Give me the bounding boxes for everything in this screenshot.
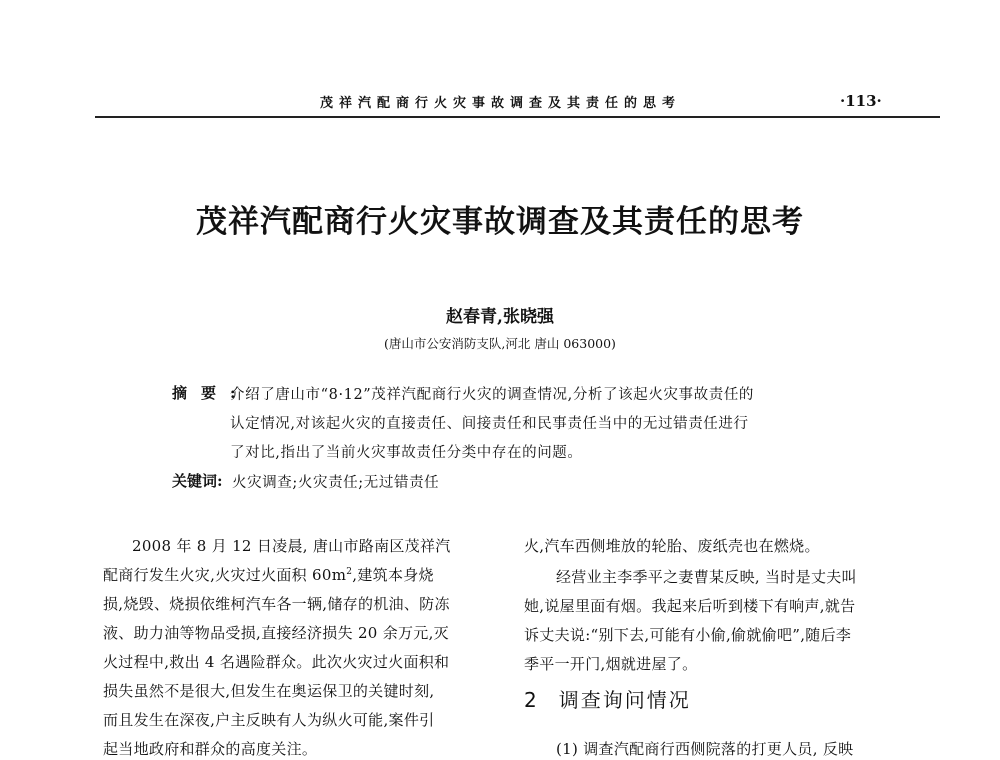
body-line: 她,说屋里面有烟。我起来后听到楼下有响声,就告 [524, 597, 856, 615]
keywords-label: 关键词: [172, 472, 223, 490]
body-line: 损失虽然不是很大,但发生在奥运保卫的关键时刻, [103, 682, 435, 700]
body-line: (1) 调查汽配商行西侧院落的打更人员, 反映 [556, 740, 854, 758]
affiliation: (唐山市公安消防支队,河北 唐山 063000) [384, 336, 616, 351]
body-line [103, 564, 434, 585]
body-text: ,建筑本身烧 [352, 566, 434, 584]
body-line: 而且发生在深夜,户主反映有人为纵火可能,案件引 [103, 711, 435, 729]
body-line: 经营业主李季平之妻曹某反映, 当时是丈夫叫 [556, 568, 857, 586]
body-line: 季平一开门,烟就进屋了。 [524, 655, 698, 673]
authors: 赵春青,张晓强 [446, 307, 554, 327]
section-title: 调查询问情况 [558, 688, 691, 712]
abstract-line: 了对比,指出了当前火灾事故责任分类中存在的问题。 [230, 445, 583, 461]
body-line: 2008 年 8 月 12 日凌晨, 唐山市路南区茂祥汽 [132, 537, 451, 555]
body-line: 火,汽车西侧堆放的轮胎、废纸壳也在燃烧。 [524, 537, 820, 555]
header-rule [95, 116, 940, 118]
body-text: 配商行发生火灾,火灾过火面积 60m [103, 566, 347, 584]
body-line: 损,烧毁、烧损依维柯汽车各一辆,储存的机油、防冻 [103, 595, 450, 613]
abstract-label: 摘要: [172, 384, 250, 402]
keywords-text: 火灾调查;火灾责任;无过错责任 [232, 475, 440, 491]
body-line: 火过程中,救出 4 名遇险群众。此次火灾过火面积和 [103, 653, 450, 671]
body-line: 起当地政府和群众的高度关注。 [103, 740, 318, 758]
abstract-line: 认定情况,对该起火灾的直接责任、间接责任和民事责任当中的无过错责任进行 [230, 416, 749, 432]
section-heading [524, 684, 691, 713]
superscript: 2 [346, 567, 353, 577]
page-number: ·113· [840, 92, 882, 110]
running-head: 茂祥汽配商行火灾事故调查及其责任的思考 [320, 96, 682, 111]
body-line: 诉丈夫说:“别下去,可能有小偷,偷就偷吧”,随后李 [524, 626, 852, 644]
paper-title: 茂祥汽配商行火灾事故调查及其责任的思考 [196, 204, 804, 240]
body-line: 液、助力油等物品受损,直接经济损失 20 余万元,灭 [103, 624, 449, 642]
section-number: 2 [524, 688, 539, 712]
abstract-line: 介绍了唐山市“8·12”茂祥汽配商行火灾的调查情况,分析了该起火灾事故责任的 [230, 387, 755, 403]
